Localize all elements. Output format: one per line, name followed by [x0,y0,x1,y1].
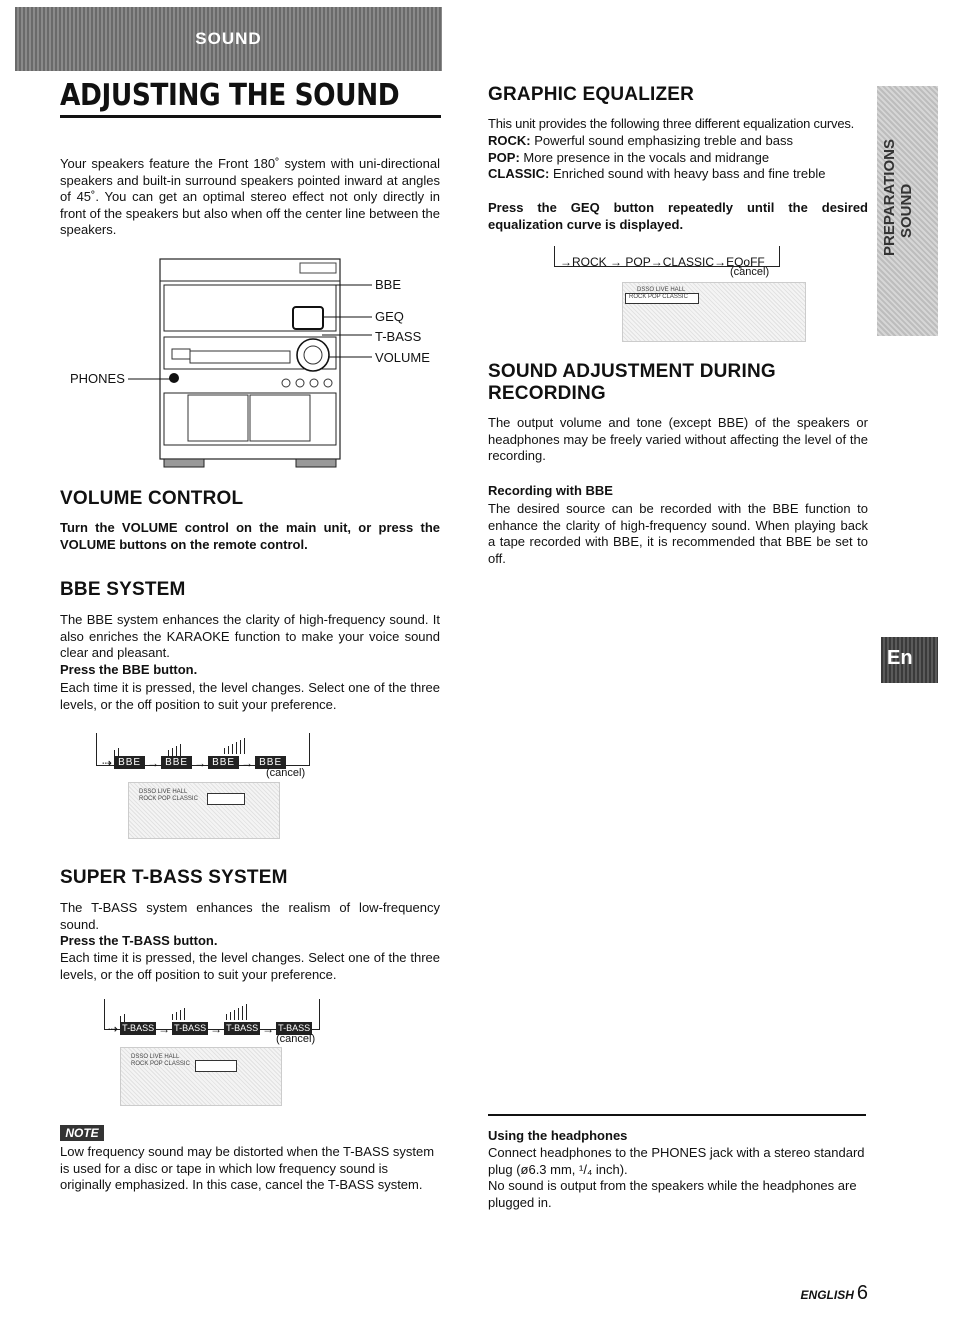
geq-cancel-label: (cancel) [730,266,770,278]
tbass-indicator [195,1060,237,1072]
display-row-2: ROCK POP CLASSIC [131,1061,190,1067]
tbass-level-2-bars [172,1002,188,1018]
bbe-callout: BBE [375,277,402,292]
bbe-chip: BBE [114,756,145,769]
page-number: 6 [856,1282,868,1304]
bbe-sequence [100,736,340,770]
bbe-level-2-bars [168,738,184,752]
language-tab-label: En [887,647,913,669]
tbass-chip: T-BASS [174,1023,207,1034]
bbe-display-panel [128,782,280,839]
super-tbass-body: The T-BASS system enhances the realism of low-frequency sound. [60,900,440,932]
bbe-system-subheading: Press the BBE button. [60,662,198,677]
display-row-1: DSSO LIVE HALL [637,287,686,293]
tbass-level-1-bars [120,1004,128,1018]
arrow-icon: → [147,755,160,770]
arrow-icon: → [241,755,254,770]
intro-paragraph: Your speakers feature the Front 180˚ system with uni-directional speakers and built-in surround speakers pointed inward at angles of 45˚. You can get an optimal stereo effect not only directly in front of the speakers but also when off the center line between the speakers. [60,156,440,238]
geq-rock: ROCK [572,255,607,269]
arrow-icon: ⇢ [102,755,113,770]
arrow-icon: → [262,1021,275,1036]
arrow-icon: → [714,255,727,269]
graphic-eq-list [488,133,873,183]
graphic-eq-intro: This unit provides the following three different equalization curves. [488,116,855,131]
display-row-2: ROCK POP CLASSIC [139,796,198,802]
bbe-level-3-bars [224,736,248,752]
geq-classic: CLASSIC [662,255,715,269]
section-side-tab [877,86,938,336]
eq-item-rock: ROCK: Powerful sound emphasizing treble and bass [488,133,793,148]
super-tbass-body2: Each time it is pressed, the level changes. Select one of the three levels, or the off position to suit your preference. [60,950,440,982]
bbe-chip: BBE [255,756,286,769]
bbe-chip: BBE [208,756,239,769]
bbe-chip: BBE [161,756,192,769]
phones-callout: PHONES [70,371,125,386]
bbe-system-heading: BBE SYSTEM [60,579,186,600]
bbe-system-body: The BBE system enhances the clarity of high-frequency sound. It also enriches the KARAOKE function to make your voice sound clear and pleasant. [60,612,440,661]
graphic-eq-heading: GRAPHIC EQUALIZER [488,84,695,105]
headphones-body: Connect headphones to the PHONES jack with a stereo standard plug (ø6.3 mm, ¹/₄ inch). [488,1145,865,1177]
recording-subheading: Recording with BBE [488,483,613,498]
side-tab-line-2: SOUND [898,183,915,238]
arrow-icon: → [560,255,572,269]
footer-language: ENGLISH [800,1288,854,1302]
tbass-display-panel [120,1047,282,1106]
geq-pop: POP [625,255,651,269]
arrow-icon: → [194,755,207,770]
section-banner [15,7,442,71]
recording-body: The output volume and tone (except BBE) of the speakers or headphones may be freely varied without affecting the level of the recording. [488,415,868,464]
note-body: Low frequency sound may be distorted when the T-BASS system is used for a disc or tape in which low frequency sound is originally emphasized. In this case, cancel the T-BASS system. [60,1144,435,1193]
bbe-level-1-bars [114,738,122,752]
title-rule [60,115,441,118]
page-title: ADJUSTING THE SOUND [60,78,400,113]
recording-heading: SOUND ADJUSTMENT DURING RECORDING [488,361,776,404]
graphic-eq-instruction: Press the GEQ button repeatedly until the desired equalization curve is displayed. [488,200,868,232]
arrow-icon: → [158,1021,171,1036]
volume-callout: VOLUME [375,350,430,365]
super-tbass-heading: SUPER T-BASS SYSTEM [60,867,288,888]
tbass-chip: T-BASS [278,1023,311,1034]
headphones-body2: No sound is output from the speakers while the headphones are plugged in. [488,1178,857,1210]
page-footer [801,1282,868,1305]
bbe-cancel-label: (cancel) [266,767,306,779]
eq-item-classic: CLASSIC: Enriched sound with heavy bass and fine treble [488,166,826,182]
display-row-1: DSSO LIVE HALL [139,789,188,795]
display-row-1: DSSO LIVE HALL [131,1054,180,1060]
side-tab-label [881,56,915,256]
geq-eqoff: EQoFF [726,255,765,269]
headphones-subheading: Using the headphones [488,1128,628,1143]
super-tbass-subheading: Press the T-BASS button. [60,933,218,948]
banner-label: SOUND [195,29,262,48]
tbass-sequence [106,1002,346,1036]
eq-item-pop: POP: More presence in the vocals and midrange [488,149,770,165]
display-row-2: ROCK POP CLASSIC [629,294,688,300]
volume-control-heading: VOLUME CONTROL [60,488,244,509]
note-label: NOTE [60,1125,104,1141]
geq-display-panel [622,282,806,342]
recording-body2: The desired source can be recorded with the BBE function to enhance the clarity of high-frequency sound. When playing back a tape recorded with BBE, it is recommended that BBE be set to off. [488,501,868,566]
arrow-icon: → [650,255,663,269]
language-tab [881,637,938,683]
arrow-icon: → [610,255,623,269]
unit-figure [60,255,450,470]
volume-control-instruction: Turn the VOLUME control on the main unit, or press the VOLUME buttons on the remote control. [60,520,440,552]
geq-callout: GEQ [375,309,404,324]
tbass-callout: T-BASS [375,329,422,344]
tbass-chip: T-BASS [226,1023,259,1034]
arrow-icon: ⇢ [108,1021,119,1036]
arrow-icon: → [210,1021,223,1036]
bbe-indicator [207,793,245,805]
side-tab-line-1: PREPARATIONS [881,139,898,256]
tbass-level-3-bars [226,1002,250,1018]
bbe-system-body2: Each time it is pressed, the level changes. Select one of the three levels, or the off position to suit your preference. [60,680,440,712]
headphones-rule [488,1114,866,1116]
tbass-chip: T-BASS [122,1023,155,1034]
tbass-cancel-label: (cancel) [276,1033,316,1045]
